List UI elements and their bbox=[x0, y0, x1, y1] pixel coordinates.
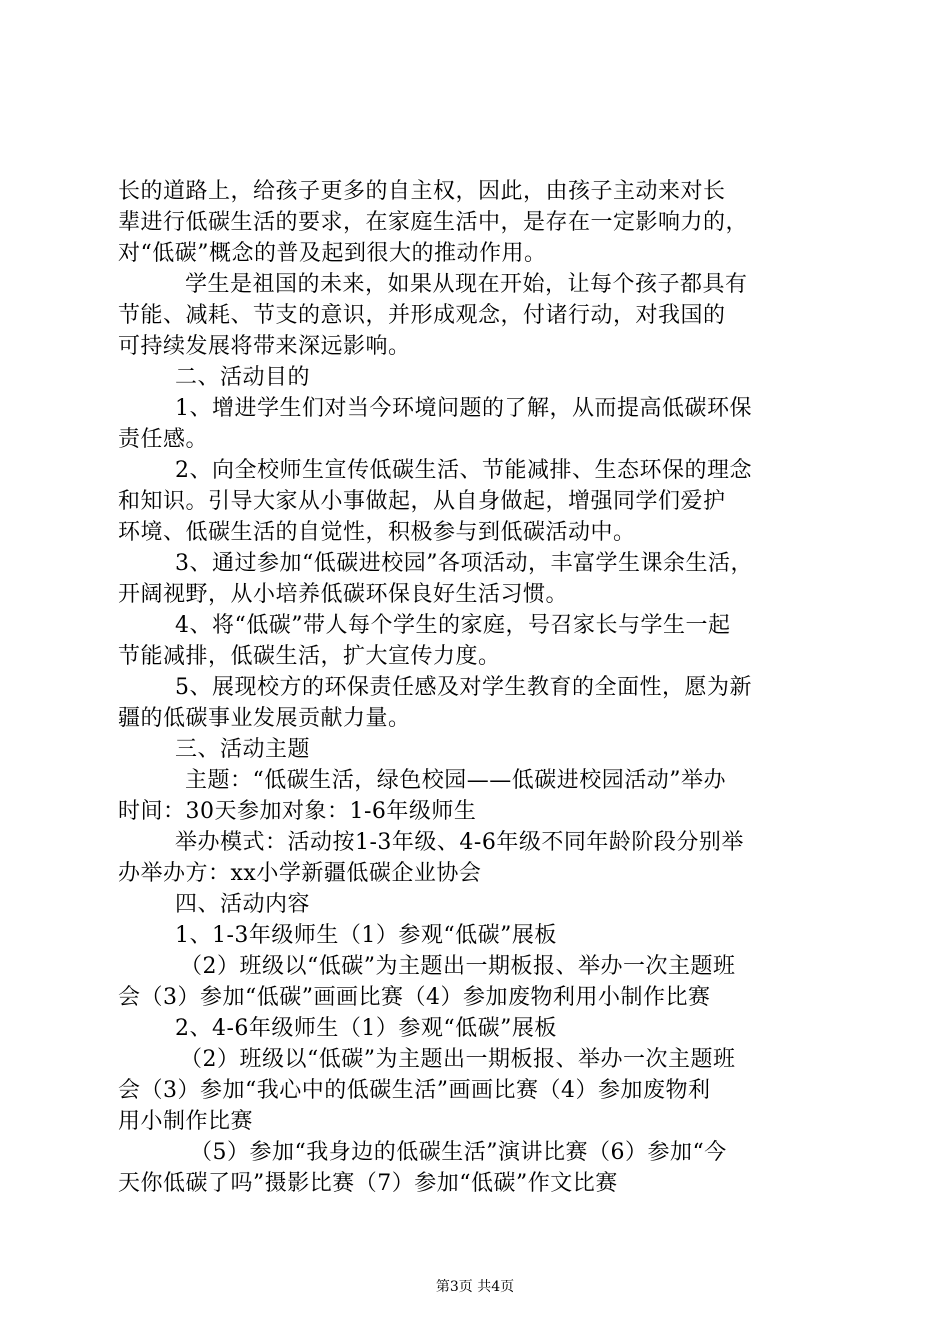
text-line: 开阔视野，从小培养低碳环保良好生活习惯。 bbox=[118, 582, 569, 607]
text-line: 可持续发展将带来深远影响。 bbox=[118, 334, 411, 359]
text-line: 辈进行低碳生活的要求，在家庭生活中，是存在一定影响力的， bbox=[118, 210, 749, 235]
text-line: 4、将“低碳”带人每个学生的家庭，号召家长与学生一起 bbox=[175, 613, 731, 638]
text-line: （2）班级以“低碳”为主题出一期板报、举办一次主题班 bbox=[180, 1047, 736, 1072]
text-line: 和知识。引导大家从小事做起，从自身做起，增强同学们爱护 bbox=[118, 489, 726, 514]
text-line: 主题：“低碳生活，绿色校园——低碳进校园活动”举办 bbox=[185, 768, 726, 793]
text-line: 长的道路上，给孩子更多的自主权，因此，由孩子主动来对长 bbox=[118, 179, 726, 204]
text-line: 节能、减耗、节支的意识，并形成观念，付诸行动，对我国的 bbox=[118, 303, 726, 328]
text-line: 2、4-6年级师生（1）参观“低碳”展板 bbox=[175, 1016, 557, 1041]
text-line: 天你低碳了吗”摄影比赛（7）参加“低碳”作文比赛 bbox=[118, 1171, 618, 1196]
text-line: 学生是祖国的未来，如果从现在开始，让每个孩子都具有 bbox=[185, 272, 748, 297]
text-line: （2）班级以“低碳”为主题出一期板报、举办一次主题班 bbox=[180, 954, 736, 979]
text-line: 疆的低碳事业发展贡献力量。 bbox=[118, 706, 411, 731]
section-heading: 四、活动内容 bbox=[175, 892, 311, 917]
section-heading: 二、活动目的 bbox=[175, 365, 311, 390]
text-line: （5）参加“我身边的低碳生活”演讲比赛（6）参加“今 bbox=[190, 1140, 727, 1165]
text-line: 办举办方：xx小学新疆低碳企业协会 bbox=[118, 861, 482, 886]
text-line: 会（3）参加“我心中的低碳生活”画画比赛（4）参加废物利 bbox=[118, 1078, 711, 1103]
text-line: 用小制作比赛 bbox=[118, 1109, 254, 1134]
text-line: 2、向全校师生宣传低碳生活、节能减排、生态环保的理念 bbox=[175, 458, 752, 483]
text-line: 对“低碳”概念的普及起到很大的推动作用。 bbox=[118, 241, 547, 266]
text-line: 举办模式：活动按1-3年级、4-6年级不同年龄阶段分别举 bbox=[175, 830, 744, 855]
text-line: 1、1-3年级师生（1）参观“低碳”展板 bbox=[175, 923, 557, 948]
section-heading: 三、活动主题 bbox=[175, 737, 311, 762]
text-line: 会（3）参加“低碳”画画比赛（4）参加废物利用小制作比赛 bbox=[118, 985, 711, 1010]
text-line: 环境、低碳生活的自觉性，积极参与到低碳活动中。 bbox=[118, 520, 636, 545]
text-line: 节能减排，低碳生活，扩大宣传力度。 bbox=[118, 644, 501, 669]
text-line: 5、展现校方的环保责任感及对学生教育的全面性，愿为新 bbox=[175, 675, 752, 700]
text-line: 时间：30天参加对象：1-6年级师生 bbox=[118, 799, 477, 824]
text-line: 1、增进学生们对当今环境问题的了解，从而提高低碳环保 bbox=[175, 396, 752, 421]
text-line: 3、通过参加“低碳进校园”各项活动，丰富学生课余生活， bbox=[175, 551, 753, 576]
text-line: 责任感。 bbox=[118, 427, 209, 452]
page-footer: 第3页 共4页 bbox=[435, 1279, 515, 1295]
